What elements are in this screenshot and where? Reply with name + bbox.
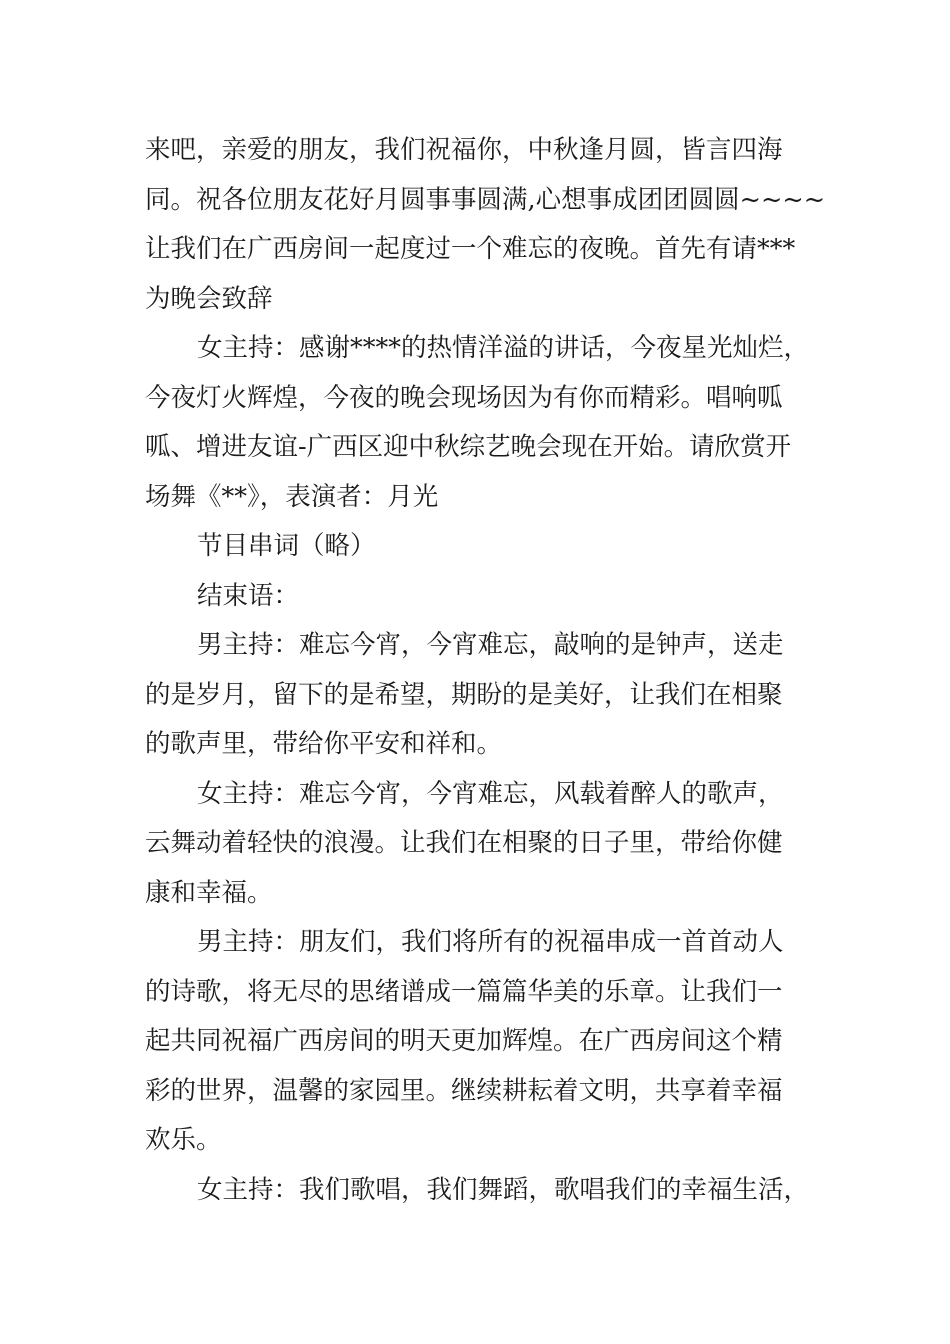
text-line: 结束语： [197, 580, 300, 611]
paragraph [145, 918, 835, 1166]
text-line: 女主持：难忘今宵，今宵难忘，风载着醉人的歌声， [197, 778, 784, 809]
text-line: 男主持：难忘今宵，今宵难忘，敲响的是钟声，送走 [197, 630, 784, 660]
paragraph [145, 126, 835, 324]
text-line: 呱、增进友谊-广西区迎中秋综艺晚会现在开始。请欣赏开 [145, 432, 792, 462]
text-line: 来吧，亲爱的朋友，我们祝福你，中秋逢月圆，皆言四海 [145, 135, 783, 165]
text-line: 今夜灯火辉煌，今夜的晚会现场因为有你而精彩。唱响呱 [145, 382, 783, 413]
paragraph [145, 572, 835, 622]
text-line: 康和幸福。 [145, 877, 273, 908]
text-line: 女主持：我们歌唱，我们舞蹈，歌唱我们的幸福生活， [197, 1174, 810, 1205]
document-body [145, 126, 835, 1215]
paragraph [145, 621, 835, 770]
text-line: 云舞动着轻快的浪漫。让我们在相聚的日子里，带给你健 [145, 828, 783, 858]
text-line: 同。祝各位朋友花好月圆事事圆满,心想事成团团圆圆~~~~ [145, 184, 826, 215]
paragraph [145, 522, 835, 572]
text-line: 女主持：感谢****的热情洋溢的讲话，今夜星光灿烂， [197, 333, 810, 363]
text-line: 欢乐。 [145, 1125, 222, 1155]
text-line: 男主持：朋友们，我们将所有的祝福串成一首首动人 [197, 927, 784, 957]
text-line: 的诗歌，将无尽的思绪谱成一篇篇华美的乐章。让我们一 [145, 976, 783, 1007]
text-line: 为晚会致辞 [145, 283, 273, 314]
paragraph [145, 1166, 835, 1216]
text-line: 场舞《**》，表演者：月光 [145, 481, 439, 512]
text-line: 彩的世界，温馨的家园里。继续耕耘着文明，共享着幸福 [145, 1075, 783, 1106]
text-line: 节目串词（略） [197, 531, 376, 561]
paragraph [145, 770, 835, 919]
text-line: 的歌声里，带给你平安和祥和。 [145, 729, 503, 759]
text-line: 让我们在广西房间一起度过一个难忘的夜晚。首先有请*** [145, 234, 796, 264]
paragraph [145, 324, 835, 522]
text-line: 的是岁月，留下的是希望，期盼的是美好，让我们在相聚 [145, 679, 783, 710]
text-line: 起共同祝福广西房间的明天更加辉煌。在广西房间这个精 [145, 1026, 783, 1056]
